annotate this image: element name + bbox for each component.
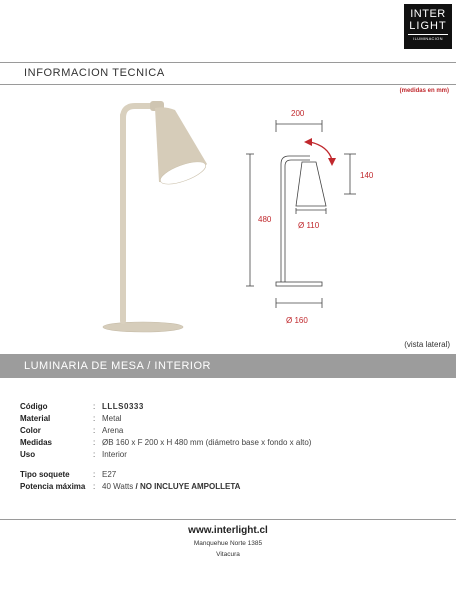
- spec-row: Código : LLLS0333: [20, 402, 144, 411]
- spec-label: Color: [20, 426, 41, 435]
- logo-line-3: ILUMINACION: [408, 34, 448, 42]
- logo-line-1: INTER: [410, 8, 446, 20]
- power-note: / NO INCLUYE AMPOLLETA: [135, 482, 241, 491]
- spec-list: [20, 401, 311, 493]
- rotation-arrow: [310, 142, 332, 160]
- dim-110-label: Ø 110: [298, 221, 320, 230]
- website-link[interactable]: www.interlight.cl: [188, 525, 268, 536]
- dim-160-label: Ø 160: [286, 316, 308, 325]
- drawing-base: [276, 282, 322, 286]
- dim-140-label: 140: [360, 171, 374, 180]
- logo-line-2: LIGHT: [409, 20, 447, 32]
- spec-label: Código: [20, 402, 48, 411]
- spec-row: Medidas : ØB 160 x F 200 x H 480 mm (diámetro base x fondo x alto): [20, 438, 312, 447]
- spec-row: Potencia máxima : 40 Watts / NO INCLUYE AMPOLLETA: [20, 482, 241, 491]
- spec-value: Metal: [102, 414, 122, 423]
- header-top-divider: [0, 62, 456, 63]
- technical-drawing: [240, 109, 374, 333]
- spec-value: LLLS0333: [102, 402, 144, 411]
- lamp-base: [103, 322, 183, 332]
- spec-label: Tipo soquete: [20, 470, 70, 479]
- spec-label: Material: [20, 414, 51, 423]
- spec-row: Color : Arena: [20, 426, 124, 435]
- spec-label: Uso: [20, 450, 36, 459]
- address-line-2: Vitacura: [216, 551, 240, 558]
- address-line-1: Manquehue Norte 1385: [193, 540, 263, 547]
- spec-value: Arena: [102, 426, 124, 435]
- section-title: INFORMACION TECNICA: [24, 67, 165, 79]
- lamp-photo: [95, 96, 215, 336]
- spec-label: Potencia máxima: [20, 482, 86, 491]
- spec-value: E27: [102, 470, 117, 479]
- spec-label: Medidas: [20, 438, 53, 447]
- spec-row: Uso : Interior: [20, 450, 127, 459]
- spec-value: ØB 160 x F 200 x H 480 mm (diámetro base x fondo x alto): [102, 438, 312, 447]
- spec-row: Material : Metal: [20, 414, 122, 423]
- spec-value: Interior: [102, 450, 127, 459]
- lamp-stem: [120, 112, 126, 324]
- dim-200-label: 200: [291, 109, 305, 118]
- spec-row: Tipo soquete : E27: [20, 470, 117, 479]
- footer-divider: [0, 519, 456, 520]
- header-bottom-divider: [0, 84, 456, 85]
- power-value: 40 Watts: [102, 482, 134, 491]
- dim-480-label: 480: [258, 215, 272, 224]
- drawing-shade: [296, 162, 326, 206]
- product-category-band: [0, 354, 456, 378]
- interlight-logo: [404, 4, 452, 49]
- units-note: (medidas en mm): [399, 88, 449, 94]
- view-caption: (vista lateral): [404, 340, 450, 349]
- product-category-title: LUMINARIA DE MESA / INTERIOR: [24, 360, 211, 372]
